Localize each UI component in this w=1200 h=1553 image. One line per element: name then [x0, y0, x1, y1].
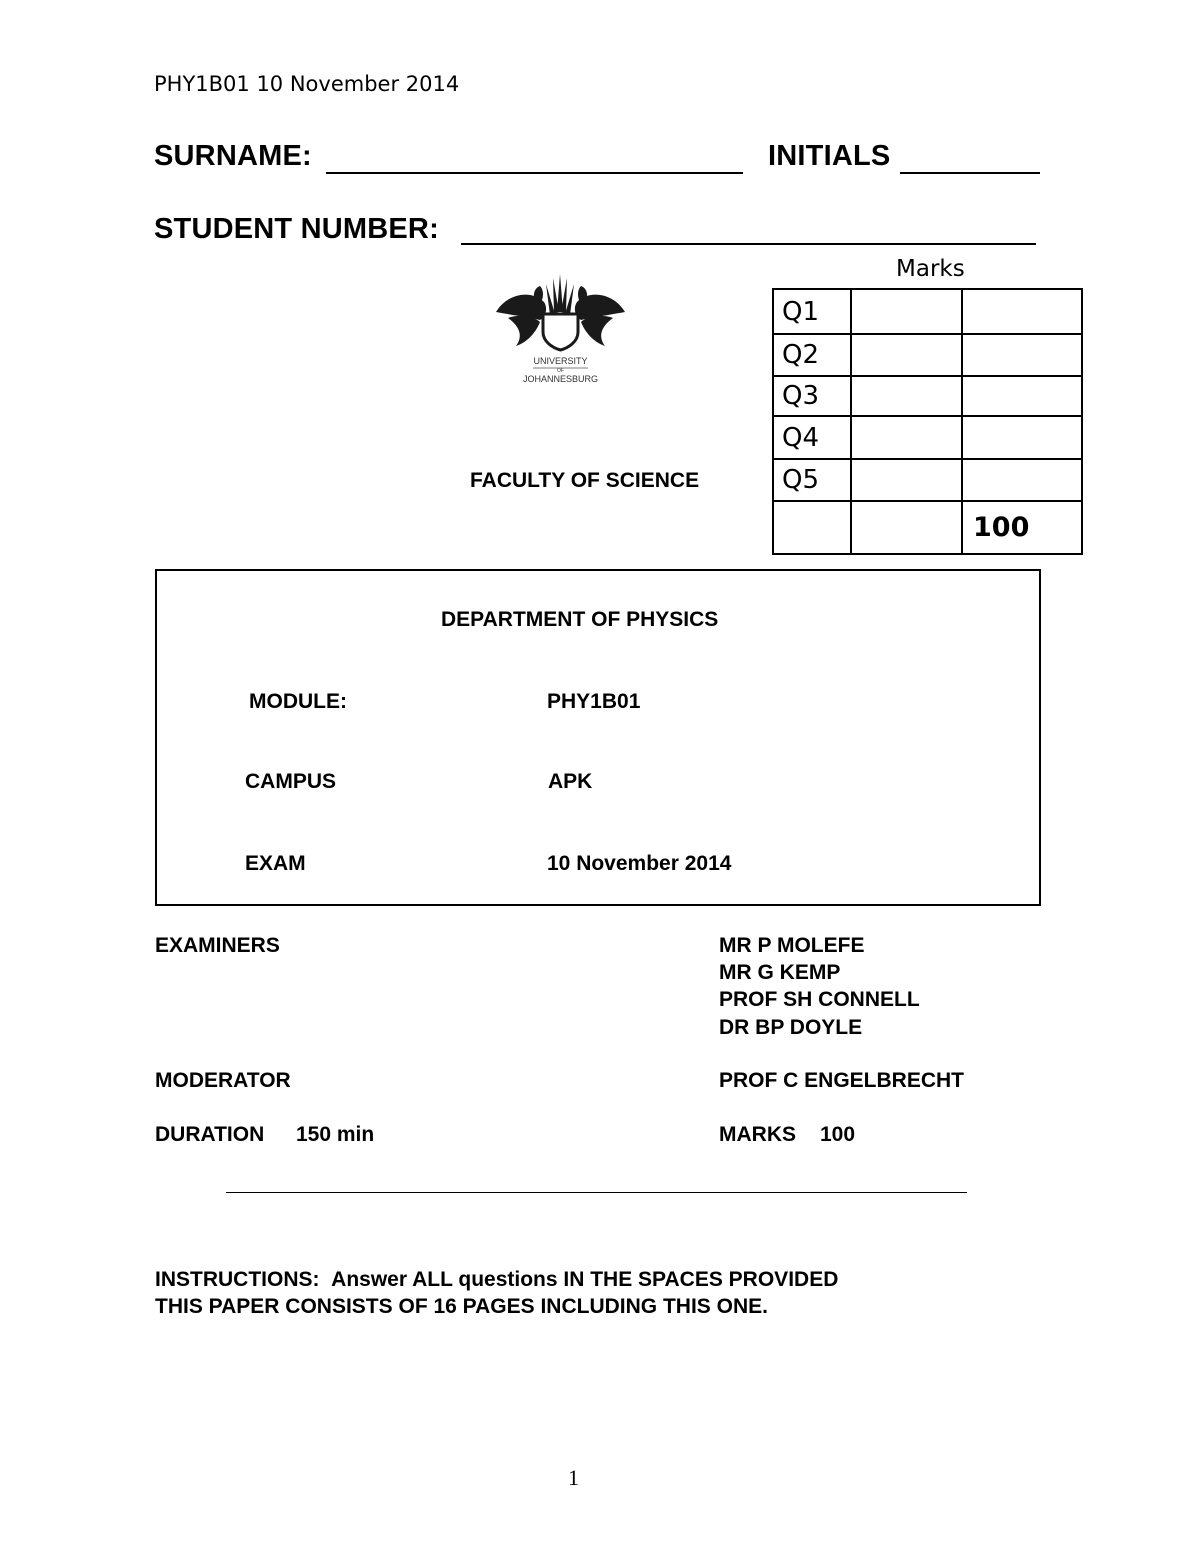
module-value: PHY1B01: [547, 690, 641, 713]
table-row: [773, 501, 1082, 554]
marks-caption: Marks: [896, 256, 965, 282]
instructions-label: INSTRUCTIONS:: [155, 1268, 320, 1291]
table-row: [773, 459, 1082, 501]
table-row: [773, 376, 1082, 416]
marks-entry-cell[interactable]: [851, 334, 962, 376]
marks-entry-cell[interactable]: [851, 376, 962, 416]
divider: [226, 1192, 967, 1193]
svg-text:OF: OF: [557, 368, 564, 374]
page-header: PHY1B01 10 November 2014: [154, 72, 460, 96]
campus-value: APK: [548, 770, 593, 793]
duration-value: 150 min: [296, 1123, 375, 1146]
total-cell[interactable]: [962, 334, 1082, 376]
student-number-field[interactable]: [461, 243, 1036, 245]
svg-text:JOHANNESBURG: JOHANNESBURG: [522, 374, 599, 384]
campus-label: CAMPUS: [245, 770, 337, 793]
exam-label: EXAM: [245, 852, 306, 875]
marks-value: 100: [820, 1123, 856, 1146]
total-cell[interactable]: [962, 459, 1082, 501]
moderator-value: PROF C ENGELBRECHT: [719, 1069, 965, 1092]
question-cell: Q5: [773, 459, 851, 501]
marks-entry-cell[interactable]: [851, 459, 962, 501]
surname-label: SURNAME:: [154, 140, 312, 172]
marks-table: [772, 288, 1083, 555]
total-cell[interactable]: [962, 289, 1082, 334]
total-cell[interactable]: [962, 376, 1082, 416]
duration-label: DURATION: [155, 1123, 265, 1146]
marks-label: MARKS: [719, 1123, 796, 1146]
page-number: 1: [568, 1465, 579, 1490]
student-number-label: STUDENT NUMBER:: [154, 213, 439, 245]
instructions-line-1: [155, 1268, 838, 1292]
table-row: [773, 416, 1082, 459]
total-cell: 100: [962, 501, 1082, 554]
examiner-name: MR P MOLEFE: [719, 934, 865, 957]
examiner-name: MR G KEMP: [719, 961, 841, 984]
question-cell: Q3: [773, 376, 851, 416]
exam-value: 10 November 2014: [547, 852, 732, 875]
faculty-label: FACULTY OF SCIENCE: [470, 469, 700, 492]
module-label: MODULE:: [249, 690, 347, 713]
table-row: [773, 289, 1082, 334]
moderator-label: MODERATOR: [155, 1069, 291, 1092]
marks-entry-cell[interactable]: [851, 416, 962, 459]
initials-label: INITIALS: [768, 140, 891, 172]
surname-field[interactable]: [326, 172, 743, 174]
question-cell: Q4: [773, 416, 851, 459]
question-cell: Q2: [773, 334, 851, 376]
examiner-name: DR BP DOYLE: [719, 1016, 863, 1039]
svg-text:UNIVERSITY: UNIVERSITY: [533, 356, 588, 366]
university-of-johannesburg-logo-icon: [488, 272, 633, 392]
initials-field[interactable]: [900, 172, 1040, 174]
examiners-label: EXAMINERS: [155, 934, 280, 957]
department-title: DEPARTMENT OF PHYSICS: [441, 608, 719, 631]
instructions-text: Answer ALL questions IN THE SPACES PROVIDED: [331, 1268, 839, 1291]
marks-entry-cell[interactable]: [851, 501, 962, 554]
instructions-line-2: THIS PAPER CONSISTS OF 16 PAGES INCLUDING THIS ONE.: [155, 1295, 768, 1318]
total-cell[interactable]: [962, 416, 1082, 459]
question-cell: Q1: [773, 289, 851, 334]
examiner-name: PROF SH CONNELL: [719, 988, 920, 1011]
university-logo: [488, 272, 633, 392]
marks-entry-cell[interactable]: [851, 289, 962, 334]
table-row: [773, 334, 1082, 376]
question-cell: [773, 501, 851, 554]
